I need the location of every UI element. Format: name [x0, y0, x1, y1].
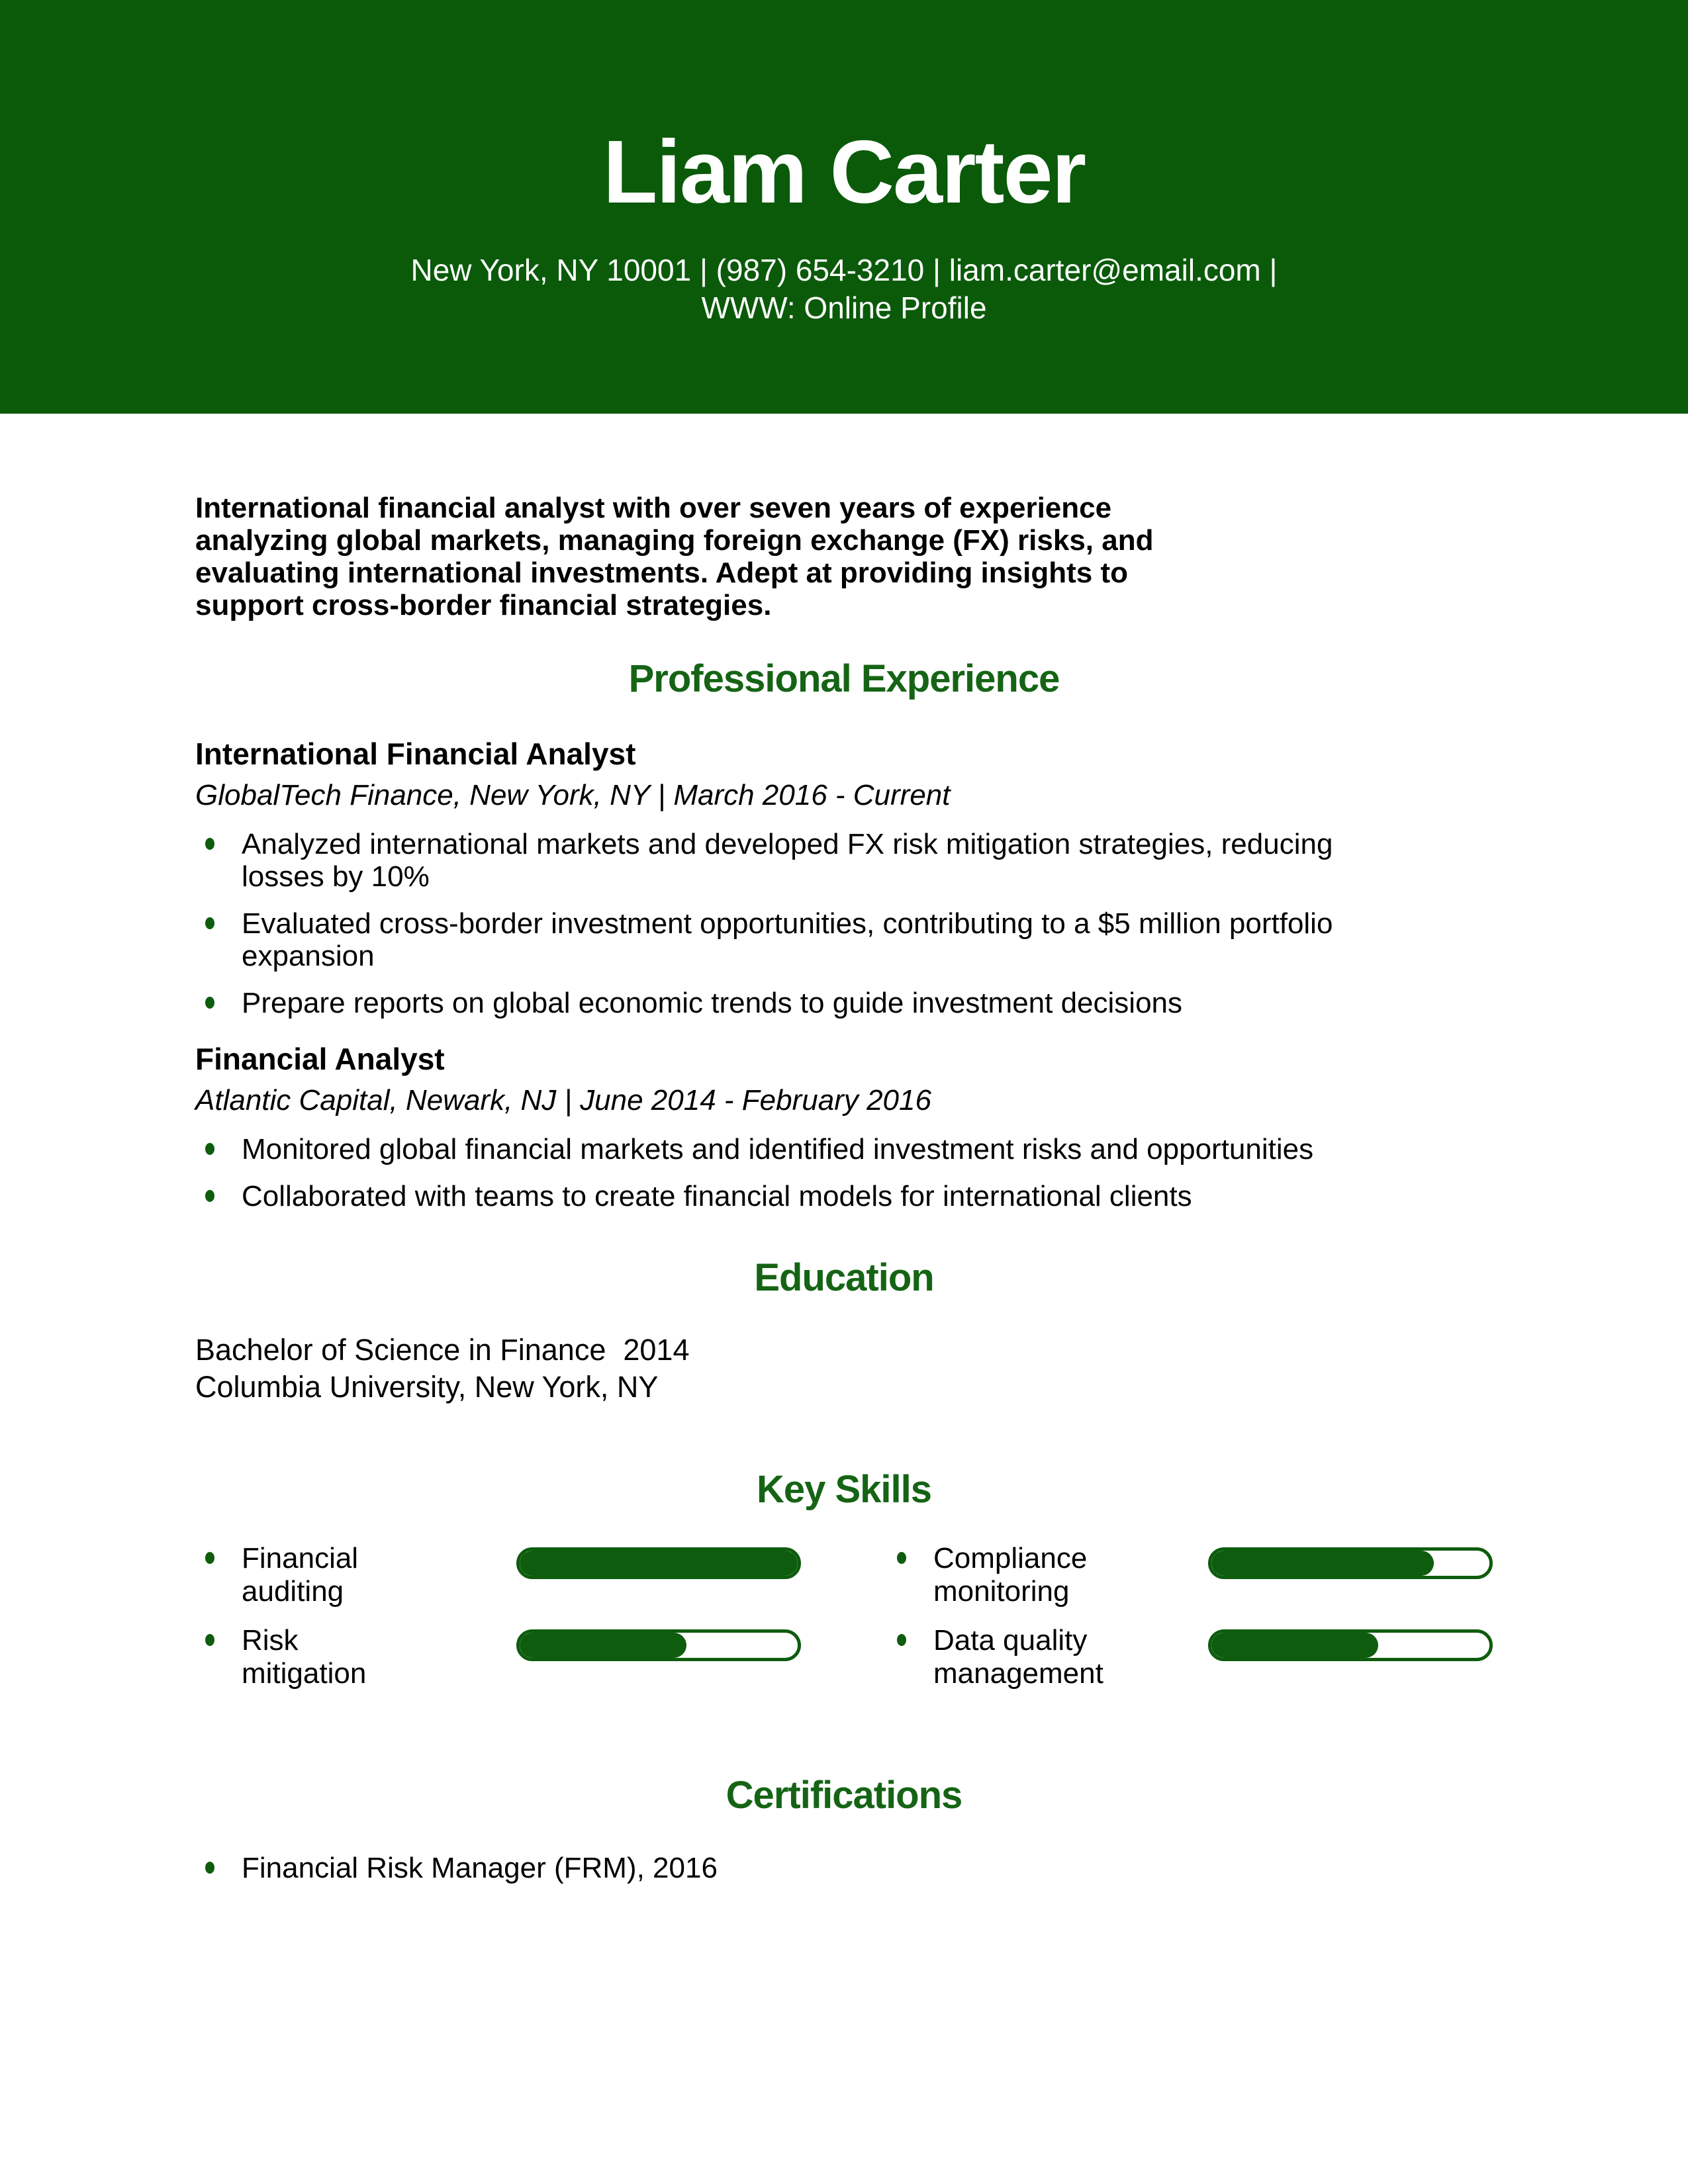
bullet-icon: [205, 1634, 214, 1646]
skill-progress-fill: [520, 1633, 686, 1658]
bullet-icon: [205, 917, 214, 929]
bullet-icon: [205, 1143, 214, 1155]
skill-item: [887, 1542, 1493, 1608]
skill-item: [195, 1542, 801, 1608]
bullet-icon: [205, 1190, 214, 1202]
bullet-text: Evaluated cross-border investment opportunities, contributing to a $5 million portfolio expansion: [242, 907, 1333, 972]
skill-progress-fill: [520, 1551, 798, 1576]
skill-label: Financial auditing: [242, 1542, 359, 1608]
bullet-text: Collaborated with teams to create financial models for international clients: [242, 1180, 1192, 1212]
job-title: Financial Analyst: [195, 1042, 445, 1076]
skill-progress-bar: [516, 1547, 801, 1579]
job-bullet-list: [195, 828, 1493, 1019]
certification-list: [195, 1852, 1493, 1884]
skill-item: [195, 1624, 801, 1690]
experience-section: [195, 659, 1493, 1212]
contact-info: [0, 251, 1688, 327]
bullet-icon: [205, 1552, 214, 1564]
skill-label: Compliance monitoring: [933, 1542, 1088, 1608]
skill-item: [887, 1624, 1493, 1690]
skill-progress-bar: [516, 1629, 801, 1661]
list-item: [195, 1852, 1493, 1884]
degree-year: 2014: [623, 1333, 690, 1367]
skill-progress-fill: [1211, 1551, 1434, 1576]
skill-label: Data quality management: [933, 1624, 1103, 1690]
header-band: [0, 0, 1688, 414]
resume-body: [0, 492, 1688, 1884]
skill-progress-bar: [1208, 1547, 1493, 1579]
skills-heading: Key Skills: [756, 1468, 932, 1511]
skills-section: [195, 1469, 1493, 1690]
job-company-dates: GlobalTech Finance, New York, NY | March 2016 - Current: [195, 779, 951, 811]
job-entry: [195, 737, 1493, 1019]
bullet-text: Analyzed international markets and developed FX risk mitigation strategies, reducing losses by 10%: [242, 828, 1333, 893]
experience-heading: Professional Experience: [628, 657, 1060, 700]
certification-text: Financial Risk Manager (FRM), 2016: [242, 1852, 718, 1884]
education-heading: Education: [754, 1256, 934, 1299]
certifications-heading: Certifications: [726, 1774, 962, 1817]
certifications-section: [195, 1775, 1493, 1884]
skill-progress-bar: [1208, 1629, 1493, 1661]
skill-label: Risk mitigation: [242, 1624, 367, 1690]
job-bullet-list: [195, 1133, 1493, 1212]
list-item: [195, 828, 1493, 893]
list-item: [195, 1180, 1493, 1212]
school-name: Columbia University, New York, NY: [195, 1370, 659, 1404]
skills-grid: [195, 1542, 1493, 1690]
bullet-icon: [897, 1634, 906, 1646]
bullet-icon: [205, 997, 214, 1009]
contact-line-2: WWW: Online Profile: [701, 291, 987, 325]
job-title: International Financial Analyst: [195, 737, 636, 771]
contact-line-1: New York, NY 10001 | (987) 654-3210 | liam.carter@email.com |: [410, 253, 1278, 287]
list-item: [195, 987, 1493, 1019]
bullet-icon: [897, 1552, 906, 1564]
education-section: [195, 1257, 1493, 1406]
professional-summary: International financial analyst with over seven years of experience analyzing global markets, managing foreign exchange (FX) risks, and evaluating international investments. Adept at providing insights to support cross-border financial strategies.: [195, 492, 1154, 621]
bullet-text: Monitored global financial markets and identified investment risks and opportunities: [242, 1133, 1314, 1165]
bullet-text: Prepare reports on global economic trends to guide investment decisions: [242, 987, 1183, 1019]
skill-progress-fill: [1211, 1633, 1378, 1658]
job-entry: [195, 1042, 1493, 1212]
list-item: [195, 1133, 1493, 1165]
degree-line: [195, 1332, 1493, 1369]
job-company-dates: Atlantic Capital, Newark, NJ | June 2014 - February 2016: [195, 1084, 931, 1116]
list-item: [195, 907, 1493, 972]
education-entry: [195, 1332, 1493, 1406]
bullet-icon: [205, 1862, 214, 1874]
degree-name: Bachelor of Science in Finance: [195, 1333, 606, 1367]
bullet-icon: [205, 838, 214, 850]
candidate-name: Liam Carter: [602, 122, 1086, 222]
